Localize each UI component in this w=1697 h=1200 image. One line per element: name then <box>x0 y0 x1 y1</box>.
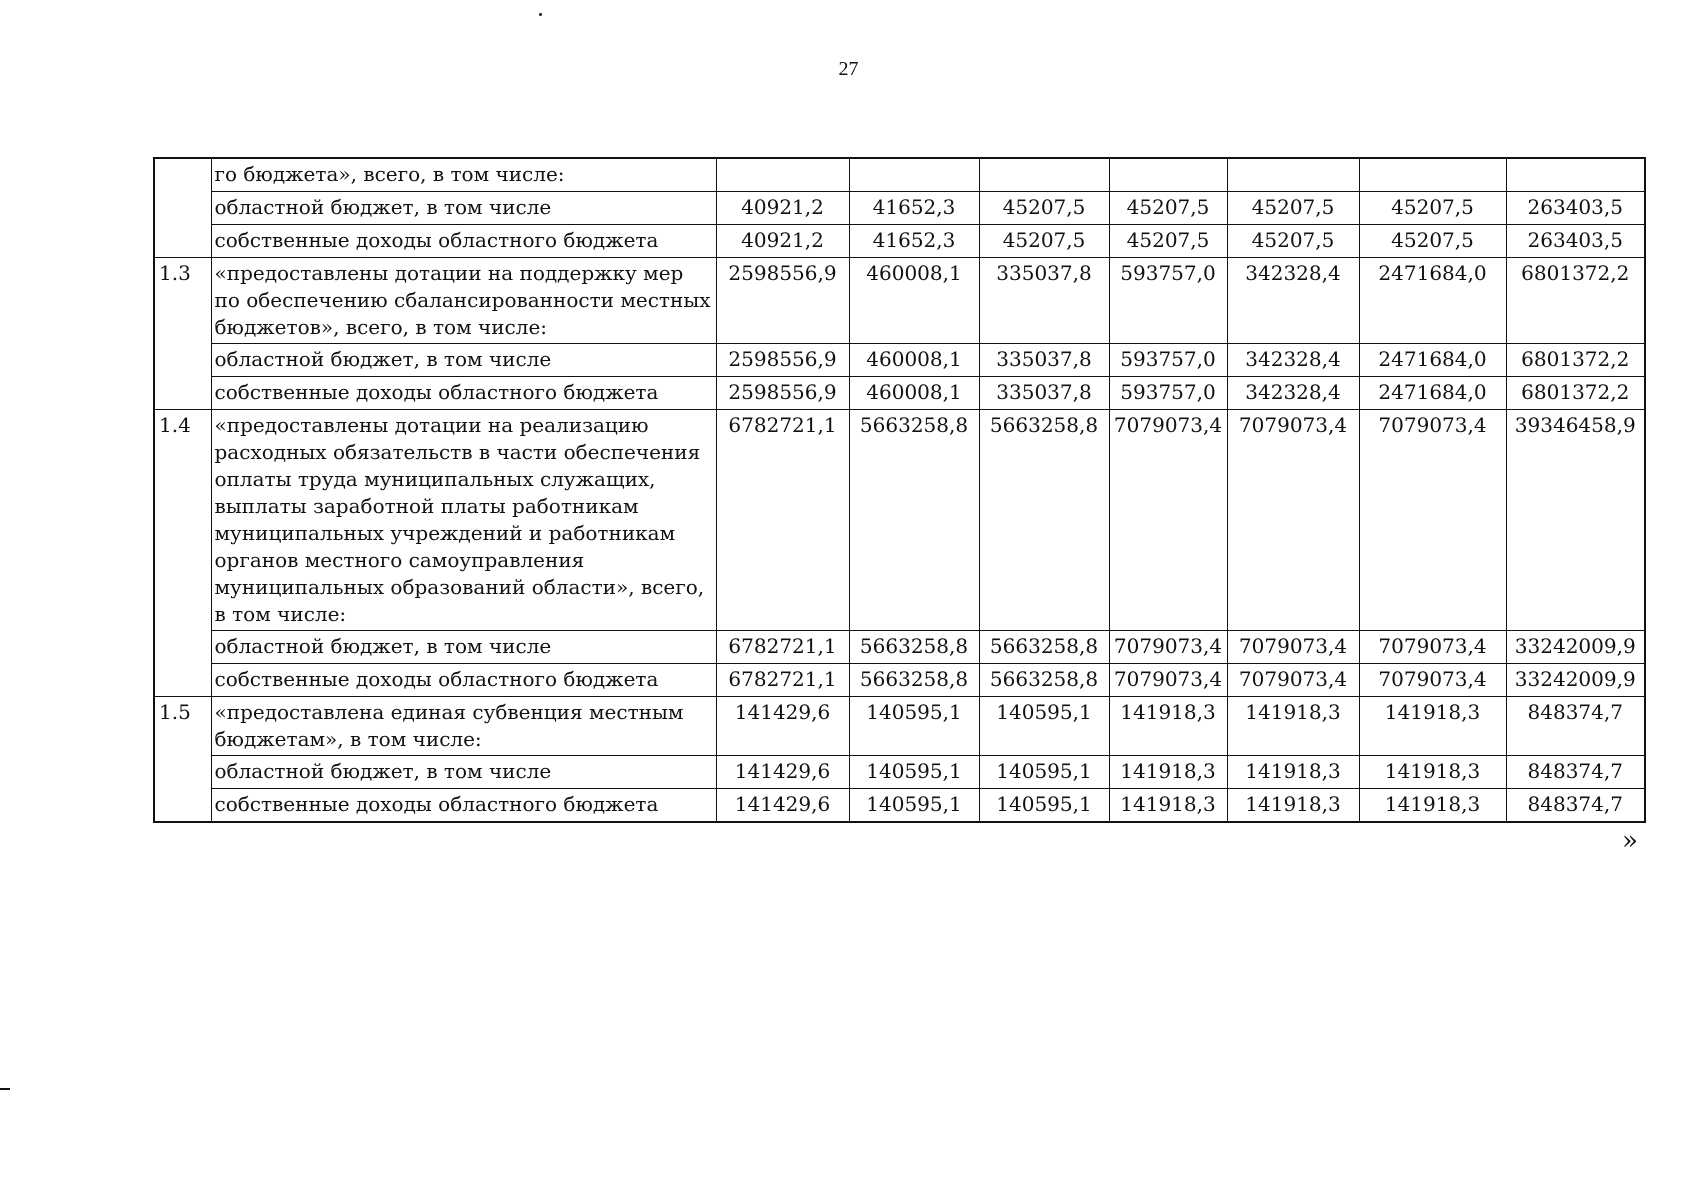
value-cell: 141429,6 <box>716 697 849 756</box>
description-cell: собственные доходы областного бюджета <box>211 789 716 823</box>
table-row <box>154 377 1645 410</box>
value-cell: 7079073,4 <box>1227 410 1359 631</box>
value-cell: 2471684,0 <box>1359 258 1506 344</box>
value-cell: 5663258,8 <box>849 631 979 664</box>
value-cell: 6782721,1 <box>716 664 849 697</box>
value-cell: 45207,5 <box>1109 192 1227 225</box>
value-cell <box>979 158 1109 192</box>
value-cell: 6782721,1 <box>716 410 849 631</box>
value-cell: 5663258,8 <box>849 410 979 631</box>
value-cell: 33242009,9 <box>1506 631 1645 664</box>
value-cell: 141429,6 <box>716 789 849 823</box>
description-cell: областной бюджет, в том числе <box>211 631 716 664</box>
value-cell: 45207,5 <box>1109 225 1227 258</box>
value-cell: 342328,4 <box>1227 344 1359 377</box>
value-cell: 2471684,0 <box>1359 377 1506 410</box>
description-cell: го бюджета», всего, в том числе: <box>211 158 716 192</box>
value-cell: 7079073,4 <box>1109 631 1227 664</box>
table-row <box>154 192 1645 225</box>
table-row <box>154 258 1645 344</box>
value-cell: 45207,5 <box>1227 225 1359 258</box>
value-cell: 141918,3 <box>1109 697 1227 756</box>
value-cell: 342328,4 <box>1227 258 1359 344</box>
value-cell: 140595,1 <box>849 789 979 823</box>
page-number: 27 <box>838 58 859 80</box>
value-cell: 848374,7 <box>1506 756 1645 789</box>
value-cell: 7079073,4 <box>1227 631 1359 664</box>
value-cell: 460008,1 <box>849 377 979 410</box>
section-index-cell <box>154 158 211 258</box>
value-cell: 6801372,2 <box>1506 258 1645 344</box>
table-row <box>154 158 1645 192</box>
table-row <box>154 410 1645 631</box>
value-cell: 140595,1 <box>849 756 979 789</box>
description-cell: областной бюджет, в том числе <box>211 756 716 789</box>
value-cell: 5663258,8 <box>979 631 1109 664</box>
value-cell: 141918,3 <box>1227 789 1359 823</box>
value-cell: 2598556,9 <box>716 344 849 377</box>
value-cell: 40921,2 <box>716 225 849 258</box>
value-cell: 460008,1 <box>849 258 979 344</box>
table-row <box>154 225 1645 258</box>
value-cell: 7079073,4 <box>1109 410 1227 631</box>
table-row <box>154 789 1645 823</box>
value-cell: 45207,5 <box>1359 192 1506 225</box>
value-cell: 263403,5 <box>1506 192 1645 225</box>
description-cell: областной бюджет, в том числе <box>211 192 716 225</box>
value-cell: 5663258,8 <box>849 664 979 697</box>
value-cell: 5663258,8 <box>979 410 1109 631</box>
value-cell: 7079073,4 <box>1359 664 1506 697</box>
value-cell: 140595,1 <box>979 756 1109 789</box>
value-cell: 45207,5 <box>979 192 1109 225</box>
description-cell: собственные доходы областного бюджета <box>211 225 716 258</box>
description-cell: «предоставлены дотации на поддержку мер по обеспечению сбалансированности местных бюджетов», всего, в том числе: <box>211 258 716 344</box>
value-cell: 335037,8 <box>979 344 1109 377</box>
table-row <box>154 344 1645 377</box>
closing-quote: » <box>1622 826 1638 856</box>
value-cell: 141918,3 <box>1109 789 1227 823</box>
margin-dash-mark <box>0 1088 10 1090</box>
value-cell: 593757,0 <box>1109 258 1227 344</box>
table-row <box>154 664 1645 697</box>
value-cell <box>716 158 849 192</box>
value-cell: 33242009,9 <box>1506 664 1645 697</box>
value-cell <box>1506 158 1645 192</box>
value-cell: 7079073,4 <box>1359 631 1506 664</box>
value-cell: 460008,1 <box>849 344 979 377</box>
value-cell: 848374,7 <box>1506 697 1645 756</box>
value-cell: 593757,0 <box>1109 344 1227 377</box>
value-cell: 848374,7 <box>1506 789 1645 823</box>
section-index-cell: 1.3 <box>154 258 211 410</box>
value-cell: 39346458,9 <box>1506 410 1645 631</box>
value-cell <box>1227 158 1359 192</box>
value-cell: 41652,3 <box>849 225 979 258</box>
value-cell: 141918,3 <box>1109 756 1227 789</box>
value-cell: 45207,5 <box>1359 225 1506 258</box>
scan-speck <box>539 13 542 16</box>
value-cell: 140595,1 <box>979 789 1109 823</box>
description-cell: собственные доходы областного бюджета <box>211 377 716 410</box>
value-cell: 141429,6 <box>716 756 849 789</box>
value-cell: 45207,5 <box>1227 192 1359 225</box>
value-cell: 593757,0 <box>1109 377 1227 410</box>
value-cell: 2598556,9 <box>716 258 849 344</box>
value-cell: 40921,2 <box>716 192 849 225</box>
description-cell: «предоставлены дотации на реализацию расходных обязательств в части обеспечения оплаты труда муниципальных служащих, выплаты заработной платы работникам муниципальных учреждений и работникам органов местного самоуправления муниципальных образований области», всего, в том числе: <box>211 410 716 631</box>
value-cell: 5663258,8 <box>979 664 1109 697</box>
table-row <box>154 631 1645 664</box>
table-row <box>154 756 1645 789</box>
table-body <box>154 158 1645 822</box>
value-cell: 6801372,2 <box>1506 377 1645 410</box>
value-cell: 6801372,2 <box>1506 344 1645 377</box>
section-index-cell: 1.4 <box>154 410 211 697</box>
value-cell: 140595,1 <box>979 697 1109 756</box>
value-cell: 41652,3 <box>849 192 979 225</box>
value-cell: 141918,3 <box>1359 789 1506 823</box>
description-cell: областной бюджет, в том числе <box>211 344 716 377</box>
value-cell: 6782721,1 <box>716 631 849 664</box>
value-cell: 141918,3 <box>1227 697 1359 756</box>
value-cell: 335037,8 <box>979 258 1109 344</box>
value-cell: 141918,3 <box>1359 756 1506 789</box>
value-cell: 7079073,4 <box>1109 664 1227 697</box>
value-cell: 2598556,9 <box>716 377 849 410</box>
section-index-cell: 1.5 <box>154 697 211 823</box>
table-row <box>154 697 1645 756</box>
value-cell: 7079073,4 <box>1359 410 1506 631</box>
value-cell: 141918,3 <box>1359 697 1506 756</box>
value-cell <box>1109 158 1227 192</box>
description-cell: «предоставлена единая субвенция местным бюджетам», в том числе: <box>211 697 716 756</box>
budget-table <box>153 157 1646 823</box>
value-cell: 335037,8 <box>979 377 1109 410</box>
value-cell <box>849 158 979 192</box>
value-cell: 141918,3 <box>1227 756 1359 789</box>
value-cell: 45207,5 <box>979 225 1109 258</box>
value-cell: 263403,5 <box>1506 225 1645 258</box>
value-cell <box>1359 158 1506 192</box>
value-cell: 140595,1 <box>849 697 979 756</box>
description-cell: собственные доходы областного бюджета <box>211 664 716 697</box>
value-cell: 342328,4 <box>1227 377 1359 410</box>
value-cell: 7079073,4 <box>1227 664 1359 697</box>
value-cell: 2471684,0 <box>1359 344 1506 377</box>
